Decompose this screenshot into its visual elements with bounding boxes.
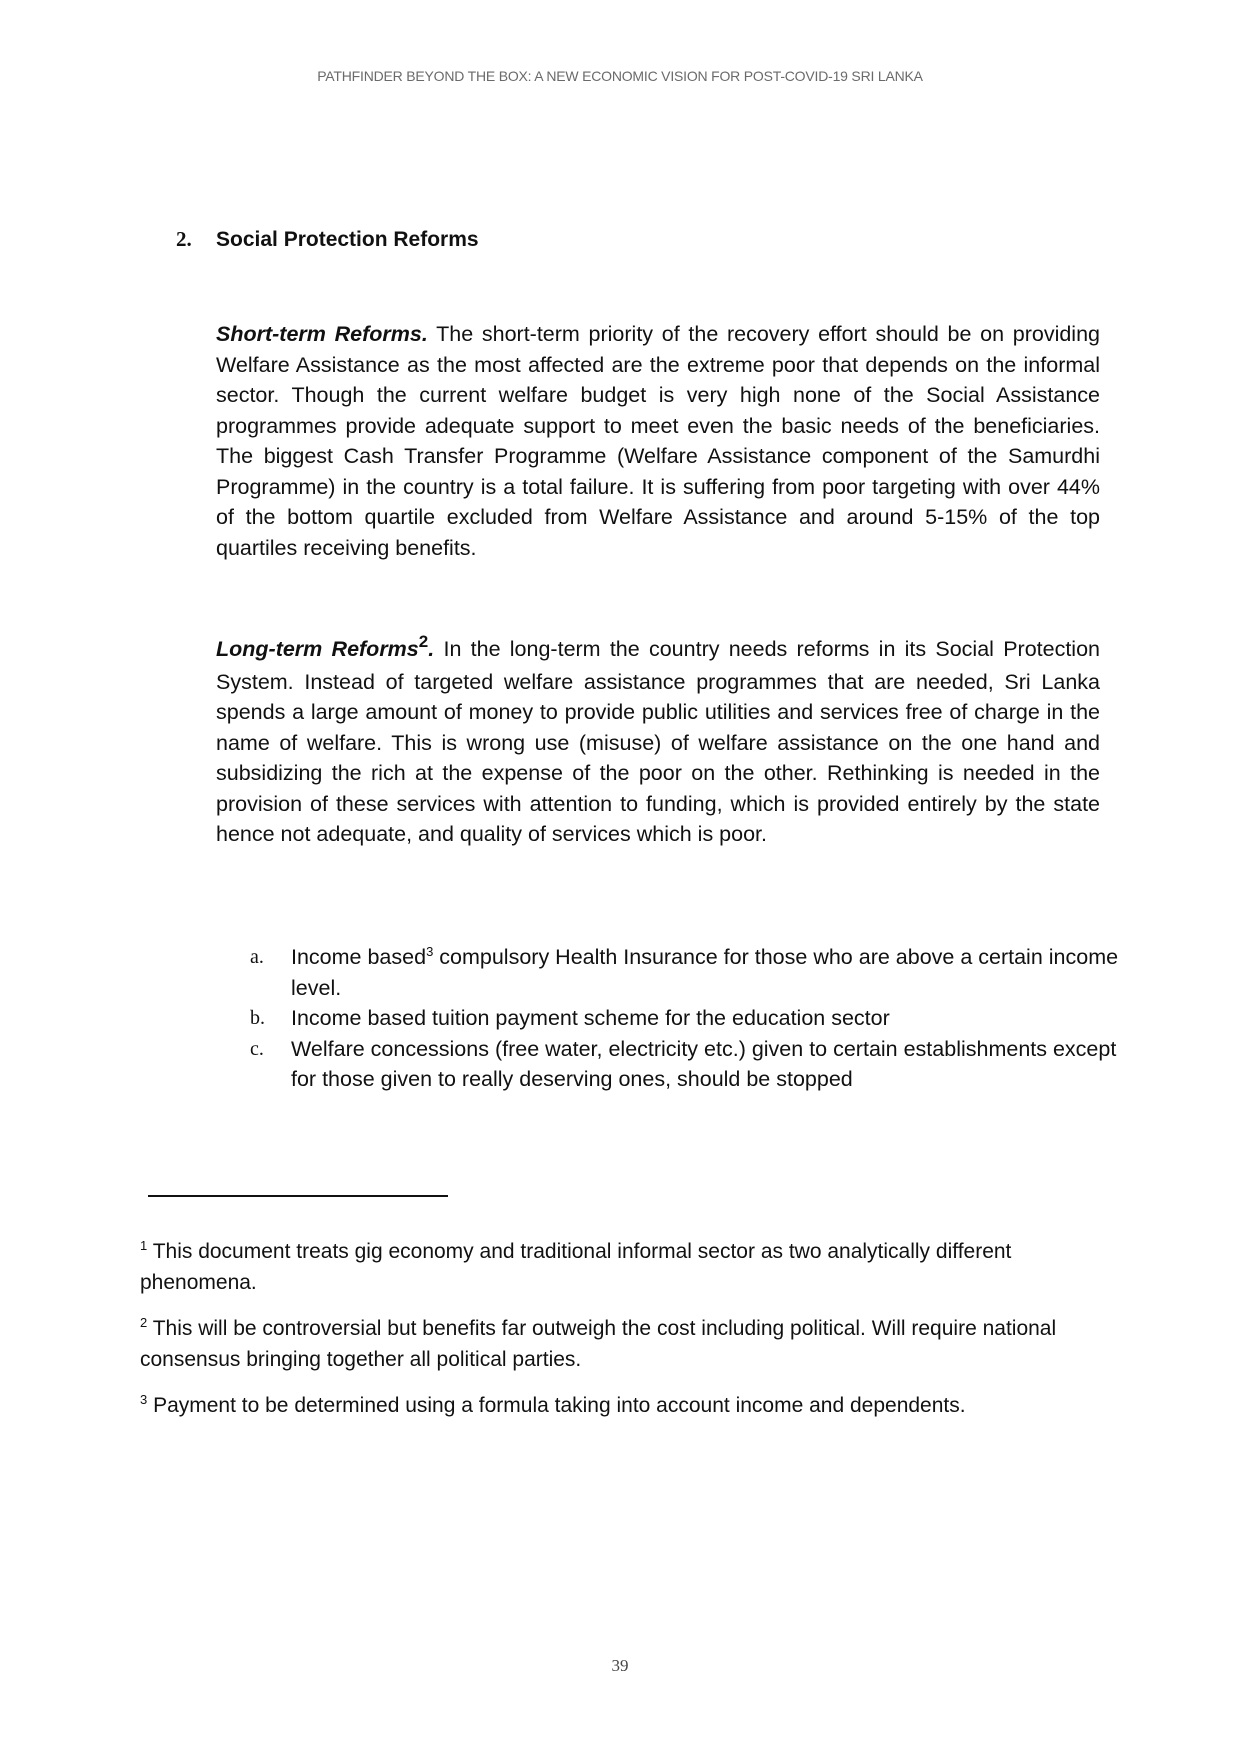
list-marker: a. xyxy=(250,946,264,968)
section-number: 2. xyxy=(176,227,192,251)
list-marker: b. xyxy=(250,1007,265,1029)
footnote-text: This will be controversial but benefits far outweigh the cost including political. Will require national consensus bringing together all political parties. xyxy=(140,1317,1057,1371)
footnote-number: 1 xyxy=(140,1238,148,1253)
list-item-text: Welfare concessions (free water, electricity etc.) given to certain establishments except for those given to really deserving ones, should be stopped xyxy=(291,1036,1117,1091)
list-marker: c. xyxy=(250,1037,264,1060)
short-term-lead: Short-term Reforms. xyxy=(216,322,428,346)
long-term-lead: Long-term Reforms xyxy=(216,637,419,661)
list-item xyxy=(250,1034,1120,1095)
footnote xyxy=(140,1314,1120,1375)
list-item-text: Income based xyxy=(291,945,427,969)
footnote xyxy=(140,1391,1120,1422)
long-term-footnote-ref[interactable]: 2 xyxy=(418,632,429,651)
footnote-number: 3 xyxy=(140,1392,148,1407)
list-item-text-cont: compulsory Health Insurance for those who are above a certain income level. xyxy=(291,945,1119,1000)
page-number: 39 xyxy=(611,1656,629,1675)
short-term-paragraph xyxy=(216,319,1100,563)
section-title: Social Protection Reforms xyxy=(216,228,479,251)
list-item xyxy=(250,942,1120,1003)
footnote xyxy=(140,1237,1120,1298)
long-term-paragraph xyxy=(216,634,1100,850)
short-term-text: The short-term priority of the recovery effort should be on providing Welfare Assistance as the most affected are the extreme poor that depends on the informal sector. Though the current welfare budget is very high none of the Social Assistance programmes provide adequate support to meet even the basic needs of the beneficiaries. The biggest Cash Transfer Programme (Welfare Assistance component of the Samurdhi Programme) in the country is a total failure. It is suffering from poor targeting with over 44% of the bottom quartile excluded from Welfare Assistance and around 5-15% of the top quartiles receiving benefits. xyxy=(216,322,1100,560)
footnote-divider xyxy=(148,1195,448,1197)
list-item xyxy=(250,1003,1120,1034)
long-term-lead-end: . xyxy=(428,637,435,661)
long-term-text: In the long-term the country needs reforms in its Social Protection System. Instead of targeted welfare assistance programmes that are needed, Sri Lanka spends a large amount of money to provide public utilities and services free of charge in the name of welfare. This is wrong use (misuse) of welfare assistance on the one hand and subsidizing the rich at the expense of the poor on the other. Rethinking is needed in the provision of these services with attention to funding, which is provided entirely by the state hence not adequate, and quality of services which is poor. xyxy=(216,637,1100,846)
footnote-text: This document treats gig economy and traditional informal sector as two analytically different phenomena. xyxy=(140,1240,1012,1294)
footnote-text: Payment to be determined using a formula taking into account income and dependents. xyxy=(147,1394,966,1417)
list-item-text: Income based tuition payment scheme for the education sector xyxy=(291,1006,890,1030)
footnote-number: 2 xyxy=(140,1315,148,1330)
footnote-ref[interactable]: 3 xyxy=(426,943,434,959)
running-header: PATHFINDER BEYOND THE BOX: A NEW ECONOMIC VISION FOR POST-COVID-19 SRI LANKA xyxy=(317,68,923,84)
reform-list xyxy=(250,942,1120,1095)
section-heading xyxy=(176,227,479,252)
